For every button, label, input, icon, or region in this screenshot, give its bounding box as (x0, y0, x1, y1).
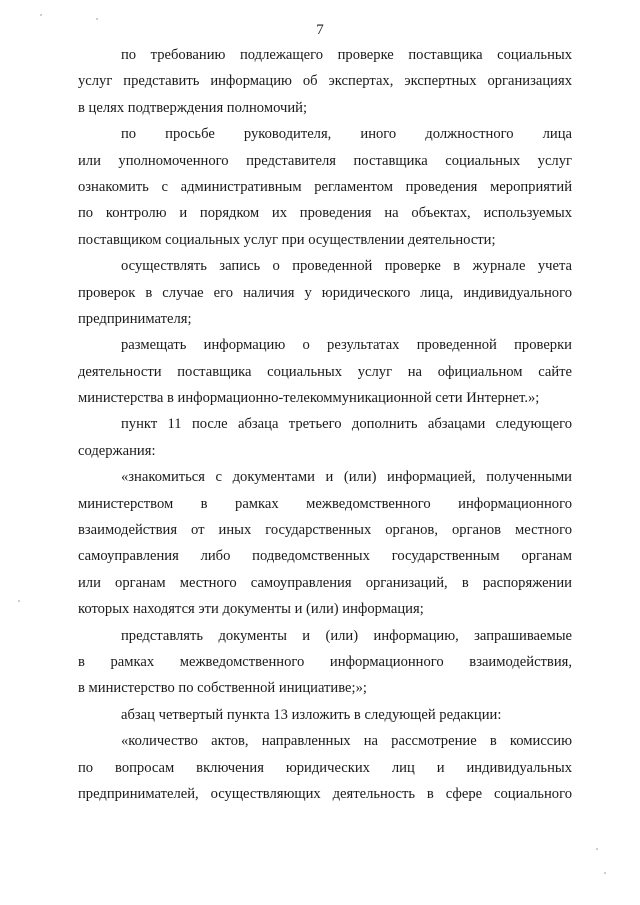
text-line: услуг представить информацию об экспертах, экспертных организациях (78, 73, 572, 90)
paragraph (78, 623, 572, 702)
page-number: 7 (316, 22, 324, 38)
text-line: самоуправления либо подведомственных государственным органам (78, 548, 572, 565)
paragraph (78, 728, 572, 807)
scan-speck (18, 600, 20, 602)
paragraph (78, 411, 572, 464)
text-line: в рамках межведомственного информационного взаимодействия, (78, 653, 572, 670)
text-line: деятельности поставщика социальных услуг на официальном сайте (78, 363, 572, 380)
paragraph (78, 702, 572, 728)
paragraph (78, 253, 572, 332)
text-line: по требованию подлежащего проверке поставщика социальных (121, 47, 572, 63)
text-line: которых находятся эти документы и (или) информация; (78, 601, 424, 618)
text-line: осуществлять запись о проведенной проверке в журнале учета (121, 258, 572, 275)
text-line: министерства в информационно-телекоммуникационной сети Интернет.»; (78, 390, 540, 407)
text-line: или органам местного самоуправления организаций, в распоряжении (78, 574, 572, 591)
paragraph (78, 121, 572, 253)
scan-speck (40, 14, 42, 16)
text-line: ознакомить с административным регламентом проведения мероприятий (78, 178, 572, 195)
text-line: представлять документы и (или) информацию, запрашиваемые (121, 627, 572, 644)
text-line: абзац четвертый пункта 13 изложить в следующей редакции: (121, 706, 502, 723)
text-line: предпринимателя; (78, 310, 192, 327)
text-line: взаимодействия от иных государственных органов, органов местного (78, 522, 572, 539)
text-line: пункт 11 после абзаца третьего дополнить абзацами следующего (121, 416, 572, 433)
text-line: в целях подтверждения полномочий; (78, 99, 307, 116)
document-body (78, 42, 572, 807)
paragraph (78, 332, 572, 411)
scan-speck (596, 848, 598, 850)
text-line: «количество актов, направленных на рассмотрение в комиссию (121, 733, 572, 750)
paragraph (78, 42, 572, 121)
text-line: по вопросам включения юридических лиц и индивидуальных (78, 759, 572, 776)
text-line: по просьбе руководителя, иного должностного лица (121, 126, 572, 143)
text-line: по контролю и порядком их проведения на объектах, используемых (78, 205, 572, 222)
paragraph (78, 464, 572, 622)
text-line: или уполномоченного представителя поставщика социальных услуг (78, 152, 572, 169)
scan-speck (96, 18, 98, 20)
text-line: министерством в рамках межведомственного информационного (78, 495, 572, 512)
text-line: проверок в случае его наличия у юридического лица, индивидуального (78, 284, 572, 301)
text-line: размещать информацию о результатах проведенной проверки (121, 337, 572, 354)
text-line: «знакомиться с документами и (или) информацией, полученными (121, 469, 572, 486)
text-line: содержания: (78, 442, 156, 459)
text-line: предпринимателей, осуществляющих деятельность в сфере социального (78, 785, 572, 802)
scan-speck (604, 872, 606, 874)
text-line: в министерство по собственной инициативе;»; (78, 680, 367, 697)
text-line: поставщиком социальных услуг при осуществлении деятельности; (78, 231, 496, 248)
